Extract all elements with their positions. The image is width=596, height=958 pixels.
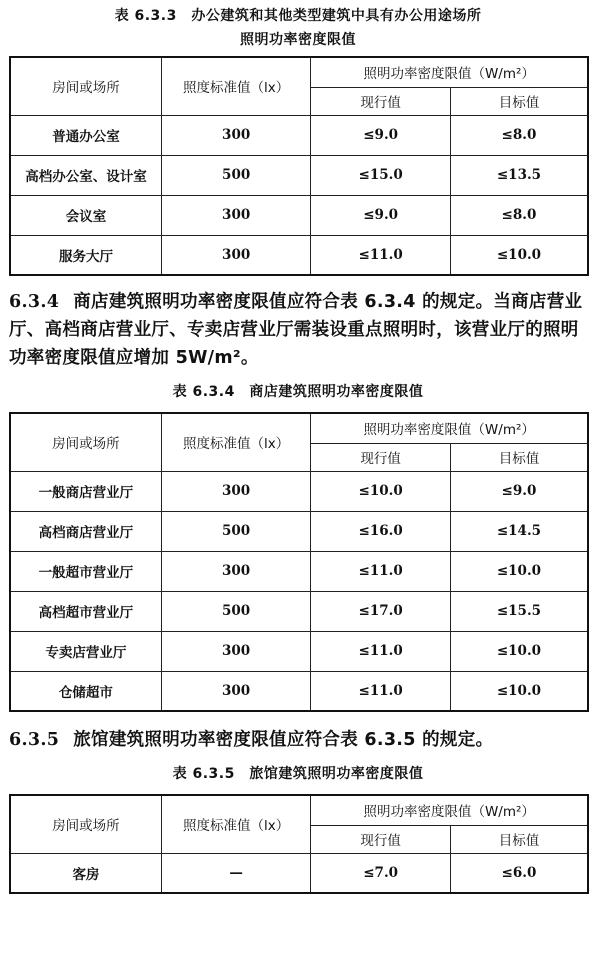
cell-current: ≤7.0 (311, 853, 451, 893)
header-current: 现行值 (311, 87, 451, 115)
cell-target: ≤8.0 (450, 115, 588, 155)
cell-illum: 300 (161, 235, 310, 275)
table-row (10, 631, 588, 671)
cell-current: ≤15.0 (311, 155, 451, 195)
table-row (10, 853, 588, 893)
cell-illum: 300 (161, 551, 310, 591)
cell-target: ≤13.5 (450, 155, 588, 195)
clause-text: 商店建筑照明功率密度限值应符合表 6.3.4 的规定。当商店营业厅、高档商店营业厅、专卖店营业厅需装设重点照明时，该营业厅的照明功率密度限值应增加 5W/m²。 (9, 292, 583, 368)
cell-current: ≤11.0 (311, 551, 451, 591)
cell-room: 普通办公室 (10, 115, 161, 155)
table-row (10, 511, 588, 551)
cell-room: 客房 (10, 853, 161, 893)
cell-current: ≤11.0 (311, 235, 451, 275)
cell-room: 高档商店营业厅 (10, 511, 161, 551)
table-6-3-5-caption: 表 6.3.5 旅馆建筑照明功率密度限值 (172, 766, 424, 782)
cell-illum: 500 (161, 155, 310, 195)
cell-current: ≤11.0 (311, 671, 451, 711)
cell-illum: 300 (161, 195, 310, 235)
header-lpd: 照明功率密度限值（W/m²） (311, 413, 588, 443)
cell-room: 高档办公室、设计室 (10, 155, 161, 195)
table-6-3-3 (9, 56, 589, 276)
cell-current: ≤16.0 (311, 511, 451, 551)
cell-illum: 500 (161, 511, 310, 551)
caption-line1: 表 6.3.3 办公建筑和其他类型建筑中具有办公用途场所 (114, 8, 482, 24)
cell-target: ≤10.0 (450, 631, 588, 671)
table-row (10, 115, 588, 155)
cell-current: ≤9.0 (311, 115, 451, 155)
table-row (10, 671, 588, 711)
header-lpd: 照明功率密度限值（W/m²） (311, 57, 588, 87)
cell-target: ≤15.5 (450, 591, 588, 631)
cell-target: ≤9.0 (450, 471, 588, 511)
table-6-3-5 (9, 794, 589, 894)
table-row (10, 551, 588, 591)
cell-current: ≤9.0 (311, 195, 451, 235)
table-row (10, 591, 588, 631)
clause-text: 旅馆建筑照明功率密度限值应符合表 6.3.5 的规定。 (73, 730, 494, 750)
cell-illum: 300 (161, 471, 310, 511)
caption-line2: 照明功率密度限值 (240, 32, 356, 48)
table-6-3-4 (9, 412, 589, 712)
header-target: 目标值 (450, 443, 588, 471)
cell-current: ≤10.0 (311, 471, 451, 511)
table-row (10, 155, 588, 195)
table-row (10, 235, 588, 275)
clause-6-3-5 (7, 726, 589, 754)
cell-target: ≤10.0 (450, 235, 588, 275)
cell-room: 会议室 (10, 195, 161, 235)
table-row (10, 471, 588, 511)
cell-target: ≤8.0 (450, 195, 588, 235)
clause-6-3-4 (7, 288, 589, 372)
cell-target: ≤14.5 (450, 511, 588, 551)
table-6-3-3-caption (7, 0, 589, 52)
table-row (10, 195, 588, 235)
header-illum: 照度标准值（lx） (161, 795, 311, 853)
cell-room: 服务大厅 (10, 235, 161, 275)
cell-illum: 500 (161, 591, 310, 631)
cell-illum: 300 (161, 115, 310, 155)
header-current: 现行值 (311, 825, 451, 853)
cell-room: 仓储超市 (10, 671, 161, 711)
header-target: 目标值 (450, 825, 588, 853)
cell-illum: 300 (161, 671, 310, 711)
cell-room: 专卖店营业厅 (10, 631, 161, 671)
cell-illum: 300 (161, 631, 310, 671)
header-target: 目标值 (450, 87, 588, 115)
header-illum: 照度标准值（lx） (161, 413, 310, 471)
header-current: 现行值 (311, 443, 451, 471)
cell-room: 高档超市营业厅 (10, 591, 161, 631)
table-6-3-4-caption: 表 6.3.4 商店建筑照明功率密度限值 (172, 384, 424, 400)
header-room: 房间或场所 (10, 795, 161, 853)
clause-number: 6.3.4 (9, 292, 60, 312)
cell-target: ≤6.0 (450, 853, 588, 893)
header-room: 房间或场所 (10, 57, 161, 115)
cell-illum: — (161, 853, 311, 893)
header-room: 房间或场所 (10, 413, 161, 471)
header-illum: 照度标准值（lx） (161, 57, 310, 115)
header-lpd: 照明功率密度限值（W/m²） (311, 795, 588, 825)
cell-room: 一般超市营业厅 (10, 551, 161, 591)
cell-room: 一般商店营业厅 (10, 471, 161, 511)
clause-number: 6.3.5 (9, 730, 60, 750)
cell-current: ≤11.0 (311, 631, 451, 671)
cell-current: ≤17.0 (311, 591, 451, 631)
cell-target: ≤10.0 (450, 671, 588, 711)
cell-target: ≤10.0 (450, 551, 588, 591)
